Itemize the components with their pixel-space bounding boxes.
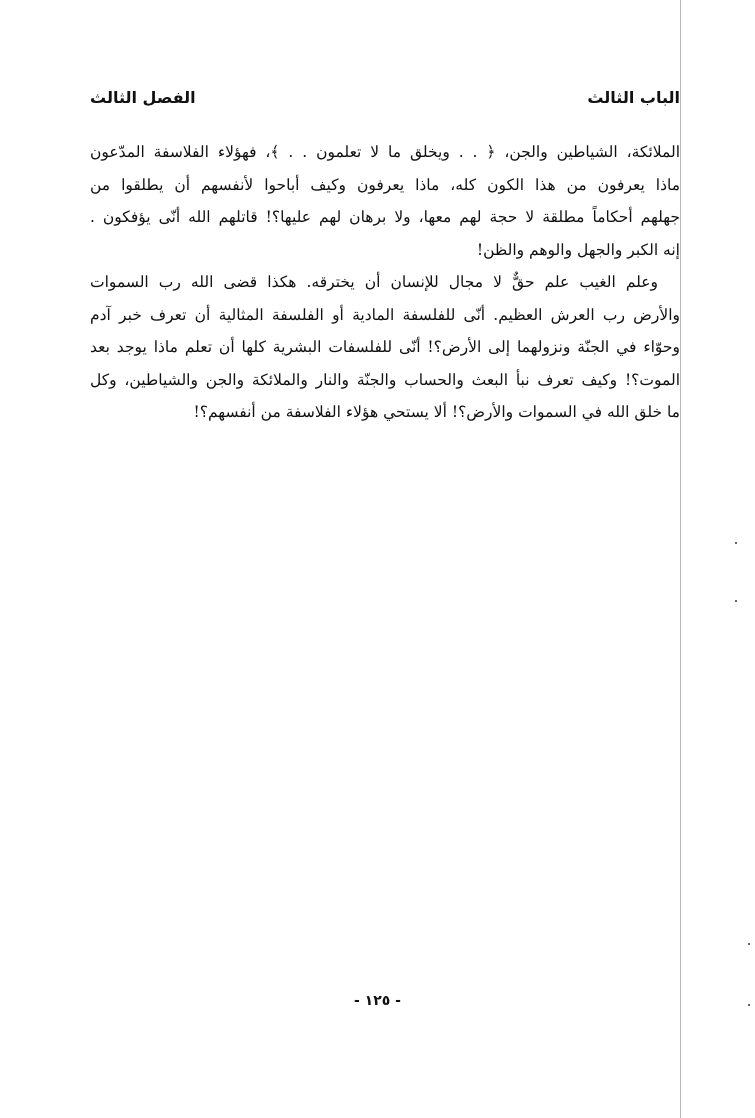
running-header bbox=[90, 88, 680, 114]
paragraph-line: ماذا يعرفون من هذا الكون كله، ماذا يعرفون وكيف أباحوا لأنفسهم أن يطلقوا من bbox=[90, 175, 680, 194]
paragraph-2 bbox=[90, 266, 680, 429]
scan-edge-line bbox=[680, 0, 681, 1118]
scan-speck bbox=[735, 542, 737, 544]
paragraph-line: وعلم الغيب علم حقٌّ لا مجال للإنسان أن يخترقه. هكذا قضى الله رب السموات bbox=[90, 273, 658, 291]
paragraph-line: الموت؟! وكيف تعرف نبأ البعث والحساب والجنّة والنار والملائكة والجن والشياطين، وكل bbox=[90, 370, 680, 389]
paragraph-line: إنه الكبر والجهل والوهم والظن! bbox=[476, 240, 680, 259]
paragraph-line: والأرض رب العرش العظيم. أنّى للفلسفة المادية أو الفلسفة المثالية أن تعرف خبر آدم bbox=[90, 305, 680, 324]
page-number: - ١٢٥ - bbox=[353, 993, 401, 1009]
chapter-title: الفصل الثالث bbox=[90, 88, 196, 107]
scan-speck bbox=[735, 600, 737, 602]
part-title: الباب الثالث bbox=[587, 88, 680, 107]
paragraph-1 bbox=[90, 136, 680, 266]
body-text bbox=[90, 136, 680, 429]
scan-speck bbox=[748, 1004, 750, 1006]
paragraph-line: وحوّاء في الجنّة ونزولهما إلى الأرض؟! أنّى للفلسفات البشرية كلها أن تعلم ماذا يوجد بعد bbox=[90, 338, 680, 356]
paragraph-line: الملائكة، الشياطين والجن، ﴿ . . ويخلق ما لا تعلمون . . ﴾، فهؤلاء الفلاسفة المدّعون bbox=[90, 143, 680, 161]
paragraph-line: ما خلق الله في السموات والأرض؟! ألا يستحي هؤلاء الفلاسفة من أنفسهم؟! bbox=[193, 403, 680, 421]
paragraph-line: جهلهم أحكاماً مطلقة لا حجة لهم معها، ولا برهان لهم عليها؟! قاتلهم الله أنّى يؤفكون . bbox=[90, 208, 680, 226]
scan-speck bbox=[748, 943, 750, 945]
